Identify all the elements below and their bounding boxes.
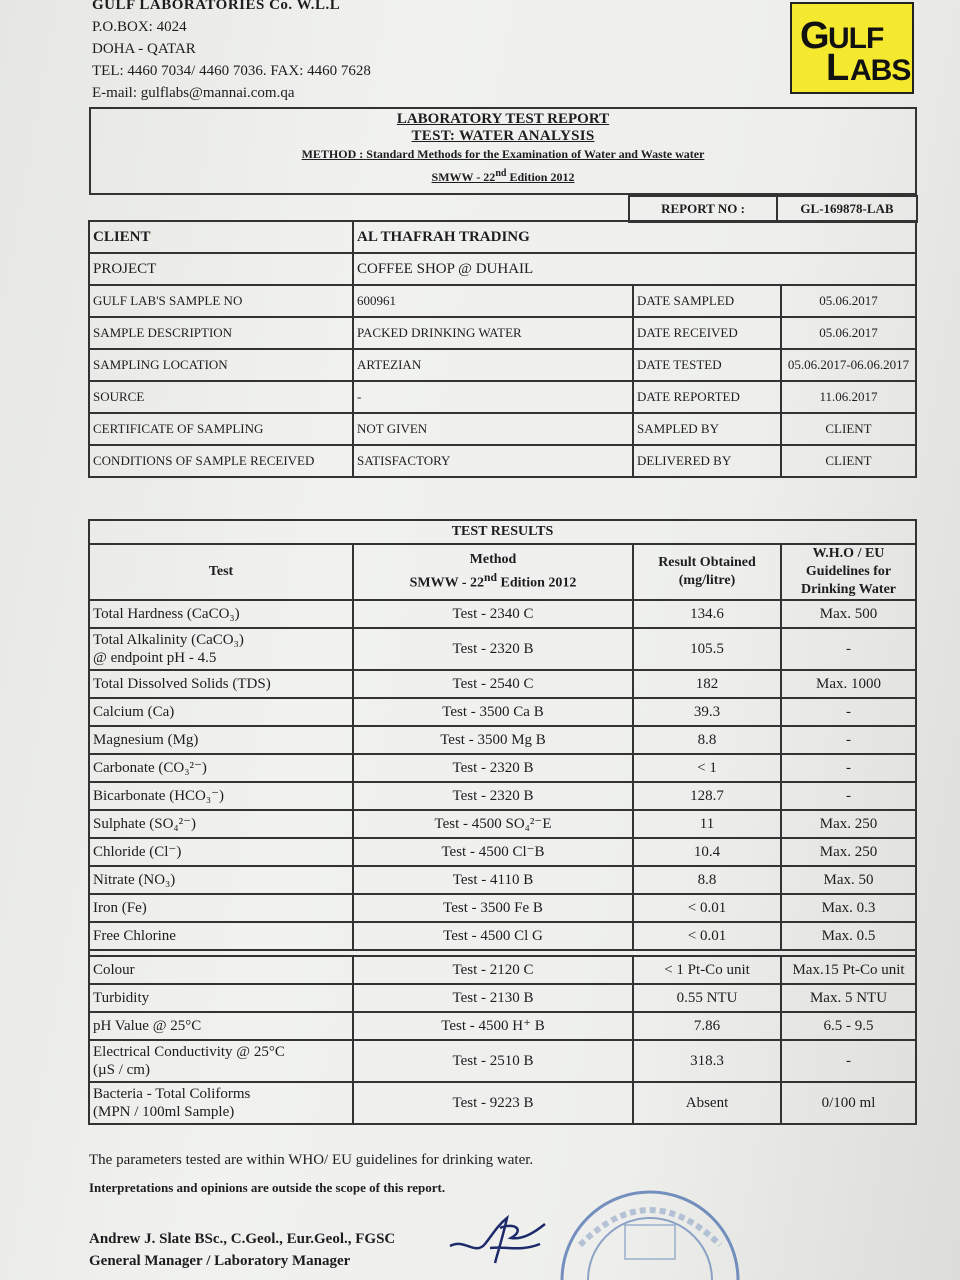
result-value: 11: [633, 810, 781, 838]
result-value: < 0.01: [633, 922, 781, 950]
result-value: 105.5: [633, 628, 781, 670]
result-value: 128.7: [633, 782, 781, 810]
result-guideline: Max. 500: [781, 600, 916, 628]
result-method: Test - 2320 B: [353, 754, 633, 782]
result-value: 0.55 NTU: [633, 984, 781, 1012]
company-stamp-icon: [540, 1185, 740, 1280]
company-tel: TEL: 4460 7034/ 4460 7036. FAX: 4460 7628: [92, 63, 371, 79]
result-method: Test - 3500 Ca B: [353, 698, 633, 726]
result-row: [89, 670, 916, 698]
result-test-name: Colour: [89, 956, 353, 984]
result-method: Test - 2120 C: [353, 956, 633, 984]
result-value: < 0.01: [633, 894, 781, 922]
company-address: [92, 0, 371, 104]
result-guideline: -: [781, 754, 916, 782]
result-test-name: Sulphate (SO₄²⁻): [89, 810, 353, 838]
result-row: [89, 628, 916, 670]
result-method: Test - 4500 Cl G: [353, 922, 633, 950]
report-title: LABORATORY TEST REPORT: [396, 111, 610, 127]
result-method: Test - 2340 C: [353, 600, 633, 628]
result-method: Test - 4110 B: [353, 866, 633, 894]
result-method: Test - 4500 SO₄²⁻E: [353, 810, 633, 838]
signatory-position: General Manager / Laboratory Manager: [89, 1253, 351, 1269]
result-method: Test - 2540 C: [353, 670, 633, 698]
result-row: [89, 1082, 916, 1124]
result-method: Test - 2320 B: [353, 782, 633, 810]
signatory-name: Andrew J. Slate BSc., C.Geol., Eur.Geol., FGSC: [89, 1231, 396, 1247]
result-method: Test - 3500 Mg B: [353, 726, 633, 754]
result-value: 134.6: [633, 600, 781, 628]
result-test-name: pH Value @ 25°C: [89, 1012, 353, 1040]
result-row: [89, 922, 916, 950]
svg-text:ULF: ULF: [828, 22, 884, 55]
company-name: GULF LABORATORIES Co. W.L.L: [92, 0, 341, 13]
signature-icon: [445, 1208, 555, 1268]
results-header-row: [89, 544, 916, 600]
result-guideline: Max.15 Pt-Co unit: [781, 956, 916, 984]
result-value: Absent: [633, 1082, 781, 1124]
interpretation-note: Interpretations and opinions are outside the scope of this report.: [89, 1180, 446, 1195]
result-value: 10.4: [633, 838, 781, 866]
svg-text:ABS: ABS: [850, 54, 911, 87]
project-label: PROJECT: [89, 253, 353, 285]
result-method: Test - 2130 B: [353, 984, 633, 1012]
result-row: [89, 726, 916, 754]
result-value: 39.3: [633, 698, 781, 726]
result-test-name: Electrical Conductivity @ 25°C (µS / cm): [89, 1040, 353, 1082]
result-test-name: Nitrate (NO₃): [89, 866, 353, 894]
client-value: AL THAFRAH TRADING: [353, 221, 916, 253]
result-guideline: 6.5 - 9.5: [781, 1012, 916, 1040]
result-guideline: -: [781, 782, 916, 810]
result-value: 318.3: [633, 1040, 781, 1082]
company-email: E-mail: gulflabs@mannai.com.qa: [92, 85, 295, 101]
result-guideline: -: [781, 726, 916, 754]
info-row: SAMPLING LOCATION ARTEZIAN DATE TESTED 05.06.2017-06.06.2017: [89, 349, 916, 381]
result-test-name: Iron (Fe): [89, 894, 353, 922]
info-row: GULF LAB'S SAMPLE NO 600961 DATE SAMPLED 05.06.2017: [89, 285, 916, 317]
result-row: [89, 866, 916, 894]
result-test-name: Free Chlorine: [89, 922, 353, 950]
result-guideline: -: [781, 1040, 916, 1082]
result-test-name: Turbidity: [89, 984, 353, 1012]
test-results-table: [88, 519, 917, 1125]
svg-text:L: L: [826, 47, 850, 89]
result-test-name: Total Dissolved Solids (TDS): [89, 670, 353, 698]
signatory-block: [89, 1228, 395, 1272]
result-guideline: 0/100 ml: [781, 1082, 916, 1124]
result-method: Test - 3500 Fe B: [353, 894, 633, 922]
info-row: CONDITIONS OF SAMPLE RECEIVED SATISFACTORY DELIVERED BY CLIENT: [89, 445, 916, 477]
report-header: [89, 107, 917, 195]
result-value: 8.8: [633, 726, 781, 754]
col-method: Method SMWW - 22nd Edition 2012: [353, 544, 633, 600]
result-guideline: Max. 50: [781, 866, 916, 894]
result-value: < 1: [633, 754, 781, 782]
report-method: METHOD : Standard Methods for the Examination of Water and Waste water: [301, 147, 705, 161]
result-value: 8.8: [633, 866, 781, 894]
client-label: CLIENT: [89, 221, 353, 253]
info-row: CERTIFICATE OF SAMPLING NOT GIVEN SAMPLED BY CLIENT: [89, 413, 916, 445]
gulf-labs-logo: [790, 2, 914, 94]
col-test: Test: [89, 544, 353, 600]
result-row: [89, 838, 916, 866]
project-value: COFFEE SHOP @ DUHAIL: [353, 253, 916, 285]
col-guidelines: W.H.O / EU Guidelines for Drinking Water: [781, 544, 916, 600]
result-value: < 1 Pt-Co unit: [633, 956, 781, 984]
result-guideline: Max. 250: [781, 810, 916, 838]
result-test-name: Chloride (Cl⁻): [89, 838, 353, 866]
result-guideline: Max. 0.5: [781, 922, 916, 950]
result-test-name: Magnesium (Mg): [89, 726, 353, 754]
result-row: [89, 894, 916, 922]
result-test-name: Calcium (Ca): [89, 698, 353, 726]
result-row: [89, 984, 916, 1012]
info-row: SAMPLE DESCRIPTION PACKED DRINKING WATER DATE RECEIVED 05.06.2017: [89, 317, 916, 349]
result-method: Test - 4500 H⁺ B: [353, 1012, 633, 1040]
result-value: 7.86: [633, 1012, 781, 1040]
svg-text:G: G: [800, 15, 829, 57]
info-row: SOURCE - DATE REPORTED 11.06.2017: [89, 381, 916, 413]
result-guideline: Max. 250: [781, 838, 916, 866]
result-row: [89, 1012, 916, 1040]
result-method: Test - 2320 B: [353, 628, 633, 670]
result-guideline: Max. 0.3: [781, 894, 916, 922]
result-value: 182: [633, 670, 781, 698]
results-title: TEST RESULTS: [89, 520, 916, 544]
result-method: Test - 4500 Cl⁻B: [353, 838, 633, 866]
result-guideline: Max. 5 NTU: [781, 984, 916, 1012]
report-edition: SMWW - 22nd Edition 2012: [431, 168, 575, 184]
result-test-name: Total Hardness (CaCO₃): [89, 600, 353, 628]
result-row: [89, 698, 916, 726]
report-test: TEST: WATER ANALYSIS: [411, 128, 595, 144]
report-no-value: GL-169878-LAB: [777, 196, 917, 222]
result-row: [89, 810, 916, 838]
result-test-name: Bacteria - Total Coliforms (MPN / 100ml Sample): [89, 1082, 353, 1124]
result-row: [89, 754, 916, 782]
result-guideline: Max. 1000: [781, 670, 916, 698]
result-row: [89, 956, 916, 984]
report-no-label: REPORT NO :: [629, 196, 777, 222]
compliance-note: The parameters tested are within WHO/ EU guidelines for drinking water.: [89, 1152, 534, 1168]
sample-info-table: [88, 220, 917, 478]
col-result: Result Obtained (mg/litre): [633, 544, 781, 600]
result-row: [89, 600, 916, 628]
result-test-name: Total Alkalinity (CaCO₃) @ endpoint pH - 4.5: [89, 628, 353, 670]
report-number-table: [628, 195, 918, 223]
company-city: DOHA - QATAR: [92, 41, 196, 57]
result-method: Test - 2510 B: [353, 1040, 633, 1082]
result-test-name: Carbonate (CO₃²⁻): [89, 754, 353, 782]
company-pobox: P.O.BOX: 4024: [92, 19, 187, 35]
result-guideline: -: [781, 628, 916, 670]
result-test-name: Bicarbonate (HCO₃⁻): [89, 782, 353, 810]
result-row: [89, 782, 916, 810]
result-method: Test - 9223 B: [353, 1082, 633, 1124]
result-guideline: -: [781, 698, 916, 726]
result-row: [89, 1040, 916, 1082]
